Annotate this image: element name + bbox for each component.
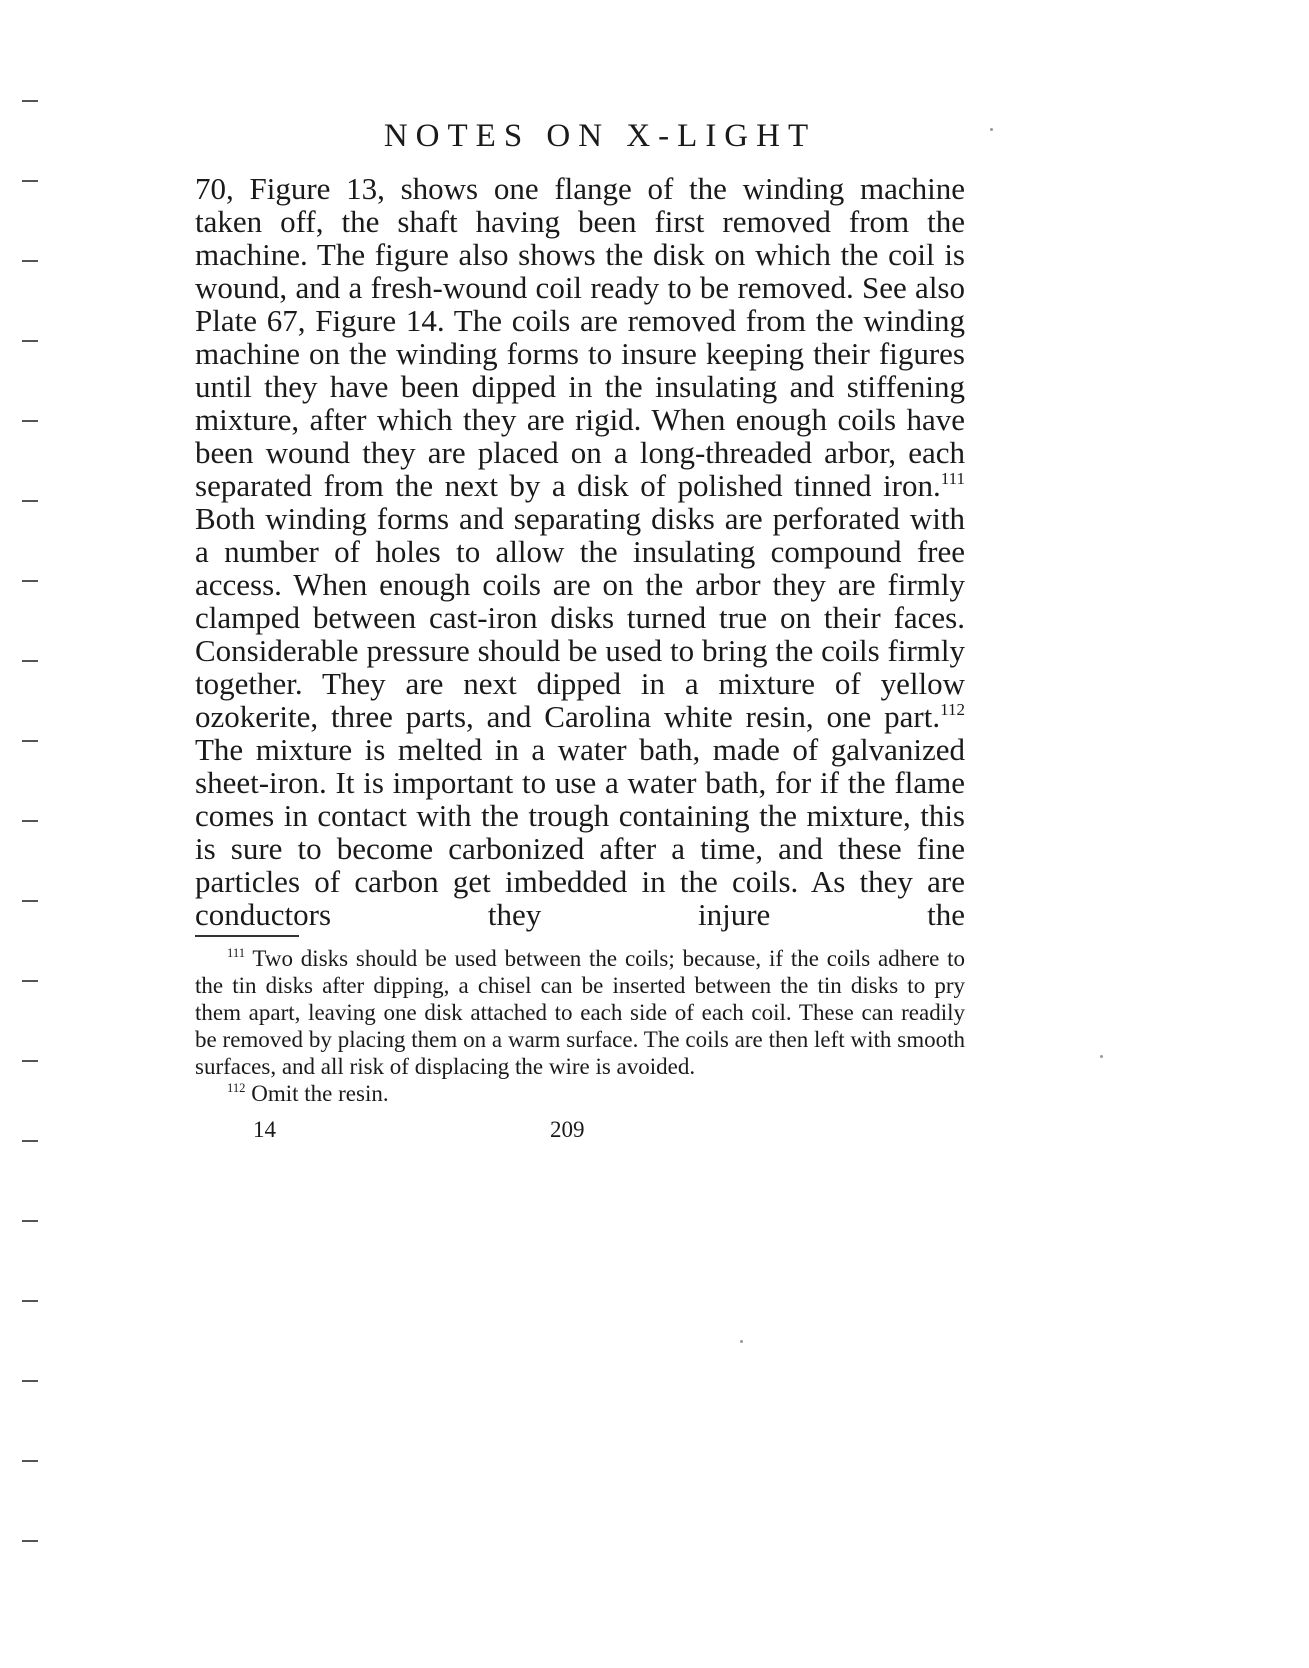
- page-number: 209: [550, 1117, 585, 1143]
- footnote: [195, 1080, 965, 1107]
- footnote: [195, 945, 965, 1080]
- footnote-marker: 112: [227, 1081, 246, 1096]
- body-text-part-2: Both winding forms and separating disks are perforated with a number of holes to allow the insulating compound free access. When enough coils are on the arbor they are firmly clamped between cast-iron disks turned true on their faces. Considerable pressure should be used to bring the coils firmly together. They are next dipped in a mixture of yellow ozokerite, three parts, and Carolina white resin, one part.: [195, 501, 965, 735]
- running-head: NOTES ON X-LIGHT: [383, 118, 817, 154]
- speck: [740, 1340, 743, 1343]
- footnote-text: Two disks should be used between the coils; because, if the coils adhere to the tin disks after dipping, a chisel can be inserted between the tin disks to pry them apart, leaving one disk attached to each side of each coil. These can readily be removed by placing them on a warm surface. The coils are then left with smooth surfaces, and all risk of displacing the wire is avoided.: [195, 946, 965, 1080]
- body-paragraph: [195, 172, 965, 931]
- footnote-rule: [195, 935, 299, 937]
- book-page: [195, 118, 965, 1147]
- page-footer: [195, 1117, 965, 1147]
- speck: [1100, 1055, 1103, 1058]
- body-text-part-3: The mixture is melted in a water bath, made of galvanized sheet-iron. It is important to use a water bath, for if the flame comes in contact with the trough containing the mixture, this is sure to become carbonized after a time, and these fine particles of carbon get imbedded in the coils. As they are conductors they injure the: [195, 732, 965, 933]
- signature-mark: 14: [253, 1117, 276, 1143]
- footnote-reference: 112: [940, 700, 965, 720]
- speck: [990, 128, 993, 131]
- footnote-reference: 111: [940, 469, 965, 489]
- body-text-part-1: 70, Figure 13, shows one flange of the winding machine taken off, the shaft having been first removed from the machine. The figure also shows the disk on which the coil is wound, and a fresh-wound coil ready to be removed. See also Plate 67, Figure 14. The coils are removed from the winding machine on the winding forms to insure keeping their figures until they have been dipped in the insulating and stiffening mixture, after which they are rigid. When enough coils have been wound they are placed on a long-threaded arbor, each separated from the next by a disk of polished tinned iron.: [195, 171, 965, 504]
- footnote-marker: 111: [227, 946, 246, 961]
- footnote-text: Omit the resin.: [245, 1081, 389, 1107]
- margin-binding-marks: [22, 0, 42, 1668]
